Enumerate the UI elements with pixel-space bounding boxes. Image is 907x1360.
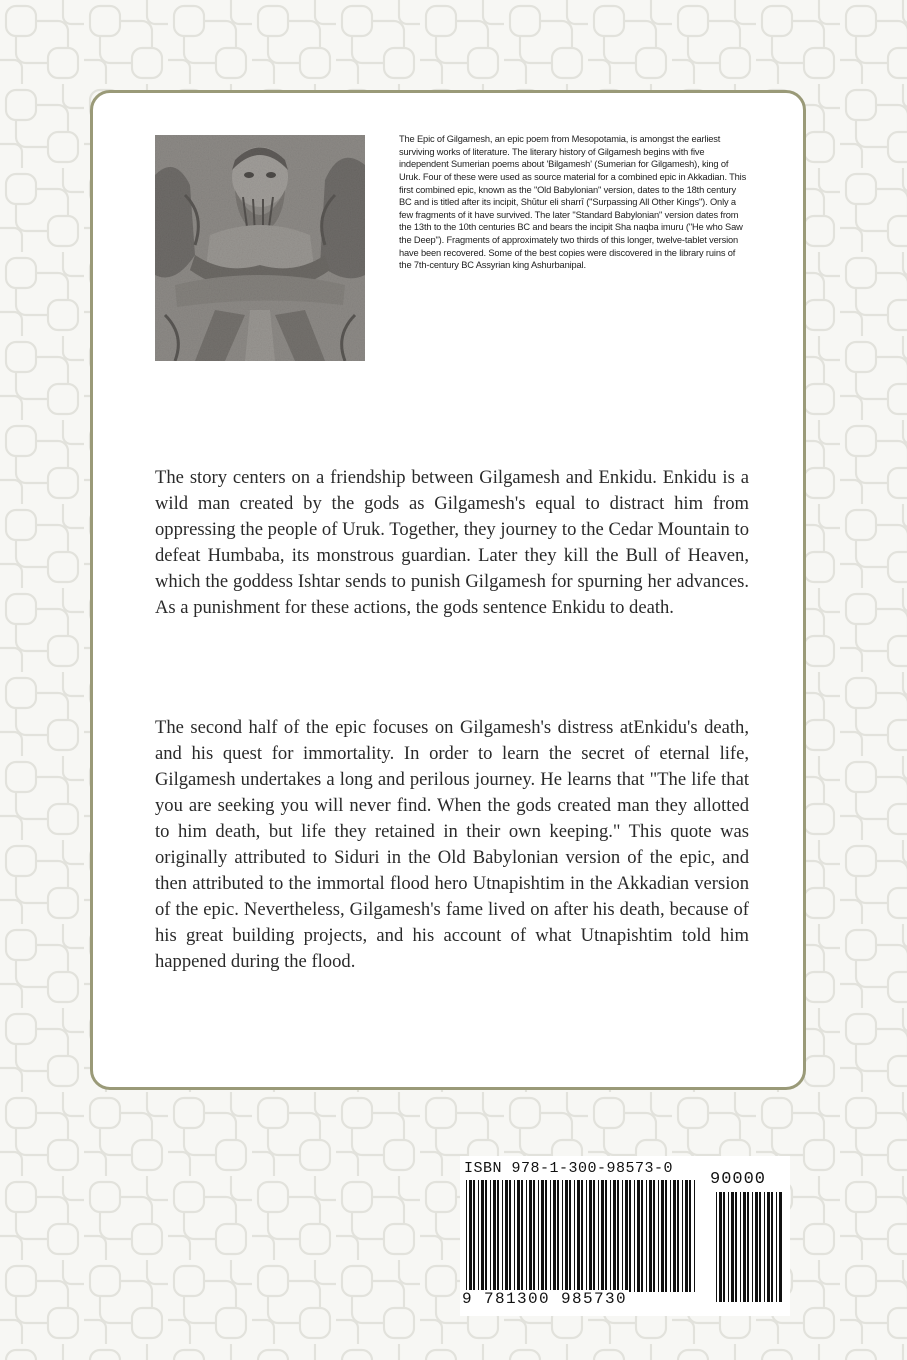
- barcode-bar: [574, 1180, 575, 1292]
- barcode-bar: [490, 1180, 491, 1292]
- barcode-bar: [759, 1192, 761, 1302]
- barcode-bar: [764, 1192, 765, 1302]
- barcode-bar: [593, 1180, 595, 1292]
- barcode-bar: [505, 1180, 508, 1292]
- barcode-bar: [509, 1180, 511, 1292]
- barcode-bar: [521, 1180, 523, 1292]
- ean-digits: 9 781300 985730: [462, 1290, 628, 1308]
- barcode-bar: [545, 1180, 547, 1292]
- barcode-bar: [493, 1180, 496, 1292]
- barcode-bar: [581, 1180, 583, 1292]
- barcode-bar: [735, 1192, 737, 1302]
- barcode-bar: [653, 1180, 655, 1292]
- barcode-bar: [622, 1180, 623, 1292]
- barcode-bar: [719, 1192, 722, 1302]
- barcode-bar: [731, 1192, 734, 1302]
- barcode-bar: [629, 1180, 631, 1292]
- barcode-bar: [670, 1180, 671, 1292]
- barcode-bar: [685, 1180, 688, 1292]
- barcode-bar: [478, 1180, 479, 1292]
- barcode-bar: [723, 1192, 725, 1302]
- barcode-bar: [517, 1180, 520, 1292]
- barcode-bar: [529, 1180, 532, 1292]
- barcode-bar: [665, 1180, 667, 1292]
- barcode-bar: [649, 1180, 652, 1292]
- barcode-bar: [743, 1192, 746, 1302]
- barcode-bar: [466, 1180, 467, 1292]
- barcode-bar: [481, 1180, 484, 1292]
- barcode-bar: [641, 1180, 643, 1292]
- barcode-bar: [569, 1180, 571, 1292]
- barcode-bar: [577, 1180, 580, 1292]
- barcode-bar: [469, 1180, 472, 1292]
- isbn-label: ISBN 978-1-300-98573-0: [464, 1160, 674, 1177]
- barcode-bar: [553, 1180, 556, 1292]
- barcode-bar: [776, 1192, 777, 1302]
- barcode-bar: [598, 1180, 599, 1292]
- barcode-bar: [694, 1180, 695, 1292]
- barcode-bar: [565, 1180, 568, 1292]
- barcode-bar: [682, 1180, 683, 1292]
- barcode-bar: [747, 1192, 749, 1302]
- barcode-bar: [550, 1180, 551, 1292]
- paragraph-second-half: The second half of the epic focuses on Gilgamesh's distress atEnkidu's death, and his quest for immortality. In order to learn the secret of eternal life, Gilgamesh undertakes a long and perilous journey. He learns that "The life that you are seeking you will never find. When the gods created man they allotted to him death, but life they retained in their own keeping." This quote was originally attributed to Siduri in the Old Babylonian version of the epic, and then attributed to the immortal flood hero Utnapishtim in the Akkadian version of the epic. Nevertheless, Gilgamesh's fame lived on after his death, because of his great building projects, and his account of what Utnapishtim told him happened during the flood.: [155, 717, 749, 973]
- barcode-bar: [613, 1180, 616, 1292]
- barcode-bar: [779, 1192, 782, 1302]
- barcode-bar: [617, 1180, 619, 1292]
- addon-barcode-icon: [714, 1192, 786, 1302]
- barcode-bar: [485, 1180, 487, 1292]
- barcode-bar: [677, 1180, 679, 1292]
- barcode-bar: [658, 1180, 659, 1292]
- stone-relief-image-art: [155, 135, 365, 361]
- barcode-bar: [502, 1180, 503, 1292]
- barcode-bar: [533, 1180, 535, 1292]
- barcode-bar: [771, 1192, 773, 1302]
- barcode-bar: [752, 1192, 753, 1302]
- barcode-bar: [538, 1180, 539, 1292]
- barcode-bar: [716, 1192, 717, 1302]
- barcode-bar: [728, 1192, 729, 1302]
- barcode-bar: [637, 1180, 640, 1292]
- barcode-bar: [625, 1180, 628, 1292]
- barcode-bar: [755, 1192, 758, 1302]
- stone-relief-image: [155, 135, 365, 361]
- barcode-bar: [526, 1180, 527, 1292]
- barcode-bar: [601, 1180, 604, 1292]
- content-panel: [90, 90, 806, 1090]
- barcode-bar: [673, 1180, 676, 1292]
- barcode-bar: [661, 1180, 664, 1292]
- barcode-bar: [589, 1180, 592, 1292]
- barcode-bar: [514, 1180, 515, 1292]
- barcode-bar: [605, 1180, 607, 1292]
- barcode-bar: [497, 1180, 499, 1292]
- paragraph-story: The story centers on a friendship between Gilgamesh and Enkidu. Enkidu is a wild man created by the gods as Gilgamesh's equal to distract him from oppressing the people of Uruk. Together, they journey to the Cedar Mountain to defeat Humbaba, its monstrous guardian. Later they kill the Bull of Heaven, which the goddess Ishtar sends to punish Gilgamesh for spurning her advances. As a punishment for these actions, the gods sentence Enkidu to death.: [155, 467, 749, 619]
- barcode-bar: [586, 1180, 587, 1292]
- intro-text: The Epic of Gilgamesh, an epic poem from Mesopotamia, is amongst the earliest surviving works of literature. The literary history of Gilgamesh begins with five independent Sumerian poems about 'Bilgamesh' (Sumerian for Gilgamesh), king of Uruk. Four of these were used as source material for a combined epic in Akkadian. This first combined epic, known as the "Old Babylonian" version, dates to the 18th century BC and is titled after its incipit, Shūtur eli sharrī ("Surpassing All Other Kings"). Only a few fragments of it have survived. The later "Standard Babylonian" version dates from the 13th to the 10th centuries BC and bears the incipit Sha naqba imuru ("He who Saw the Deep"). Fragments of approximately two thirds of this longer, twelve-tablet version have been recovered. Some of the best copies were discovered in the library ruins of the 7th-century BC Assyrian king Ashurbanipal.: [399, 134, 747, 271]
- barcode-bar: [562, 1180, 563, 1292]
- barcode-bar: [646, 1180, 647, 1292]
- barcode-bar: [689, 1180, 691, 1292]
- addon-digits: 90000: [710, 1170, 767, 1189]
- barcode-bar: [740, 1192, 741, 1302]
- barcode-bar: [557, 1180, 559, 1292]
- barcode-bar: [610, 1180, 611, 1292]
- barcode-bar: [767, 1192, 770, 1302]
- barcode-bar: [541, 1180, 544, 1292]
- barcode-icon: [464, 1180, 698, 1302]
- barcode-bar: [473, 1180, 475, 1292]
- barcode-box: [460, 1156, 790, 1316]
- barcode-bar: [634, 1180, 635, 1292]
